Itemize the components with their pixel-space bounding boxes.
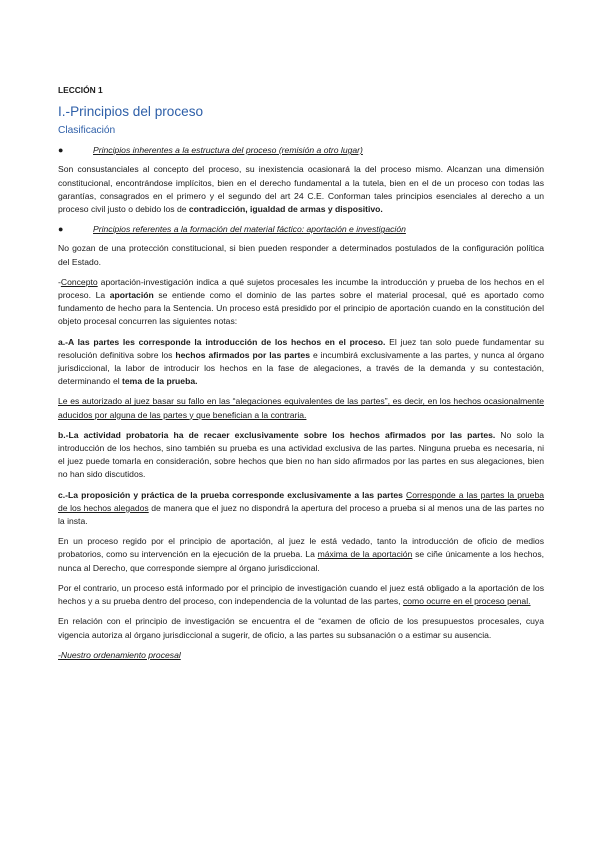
document-body (58, 84, 544, 669)
bullet-text: Principios inherentes a la estructura del proceso (remisión a otro lugar) (93, 145, 363, 156)
bullet-icon: ● (58, 224, 64, 235)
paragraph-note-c: c.-La proposición y práctica de la prueba corresponde exclusivamente a las partes Corresponde a las partes la prueba de los hechos alegados de manera que el juez no dispondrá la apertura del proceso a prueba si al menos una de las partes no la insta. (58, 489, 545, 527)
paragraph-ordenamiento: -Nuestro ordenamiento procesal (58, 649, 181, 660)
paragraph-proceso-aportacion: En un proceso regido por el principio de aportación, al juez le está vedado, tanto la introducción de oficio de medios probatorios, como su intervención en la ejecución de la prueba. La máxima de la aportación se ciñe únicamente a los hechos, nunca al Derecho, que corresponde siempre al órgano jurisdiccional. (58, 536, 544, 573)
paragraph-proteccion: No gozan de una protección constitucional, si bien pueden responder a determinados postulados de la configuración política del Estado. (58, 243, 544, 267)
bullet-item-inherent-principles (58, 144, 544, 157)
subsection-heading: Clasificación (58, 125, 116, 137)
paragraph-note-b: b.-La actividad probatoria ha de recaer exclusivamente sobre los hechos afirmados por las partes. No solo la introducción de los hechos, sino también su prueba es una actividad exclusiva de las partes. Ninguna prueba es necesaria, ni el juez puede tomarla en consideración, sobre hechos que bien no han sido afirmados por las partes en sus alegaciones, bien no han sido discutidos. (58, 429, 544, 480)
paragraph-investigacion: Por el contrario, un proceso está informado por el principio de investigación cuando el juez está obligado a la aportación de los hechos y a su prueba dentro del proceso, con independencia de la voluntad de las partes, como ocurre en el proceso penal. (58, 582, 544, 607)
bullet-item-factual-material (58, 223, 544, 236)
paragraph-alegaciones-equivalentes: Le es autorizado al juez basar su fallo en las “alegaciones equivalentes de las partes”, es decir, en los hechos ocasionalmente aducidos por alguna de las partes y que benefician a la contraria. (58, 396, 544, 420)
paragraph-note-a: a.-A las partes les corresponde la introducción de los hechos en el proceso. El juez tan solo puede fundamentar su resolución definitiva sobre los hechos afirmados por las partes e incumbirá exclusivamente a las partes, y nunca al órgano jurisdiccional, la labor de introducir los hechos en la fase de alegaciones, a través de la demanda y su contestación, determinando el tema de la prueba. (58, 336, 545, 387)
paragraph-examen-oficio: En relación con el principio de investigación se encuentra el de “examen de oficio de los presupuestos procesales, cuya vigencia autoriza al órgano jurisdiccional a sugerir, de oficio, a las partes su subsanación o a estimar su ausencia. (58, 616, 544, 640)
lesson-label: LECCIÓN 1 (58, 85, 103, 95)
paragraph-consustanciales: Son consustanciales al concepto del proceso, su inexistencia ocasionará la del proceso mismo. Alcanzan una dimensión constitucional, encontrándose implícitos, bien en el derecho fundamental a la tutela, bien en el de un proceso con todas las garantías, consagrados en el primero y el segundo del art 24 C.E. Conforman tales principios esenciales al derecho a un proceso civil justo o debido los de contradicción, igualdad de armas y dispositivo. (58, 164, 544, 215)
paragraph-concepto: -Concepto aportación-investigación indica a qué sujetos procesales les incumbe la introducción y prueba de los hechos en el proceso. La aportación se entiende como el dominio de las partes sobre el material procesal, qué es aportado como fundamento de hecho para la Sentencia. Un proceso está presidido por el principio de aportación cuando en la constitución del objeto procesal concurren las siguientes notas: (58, 276, 544, 327)
bullet-text: Principios referentes a la formación del material fáctico: aportación e investigación (93, 224, 406, 235)
section-heading: I.-Principios del proceso (58, 104, 204, 120)
bullet-icon: ● (58, 145, 64, 156)
